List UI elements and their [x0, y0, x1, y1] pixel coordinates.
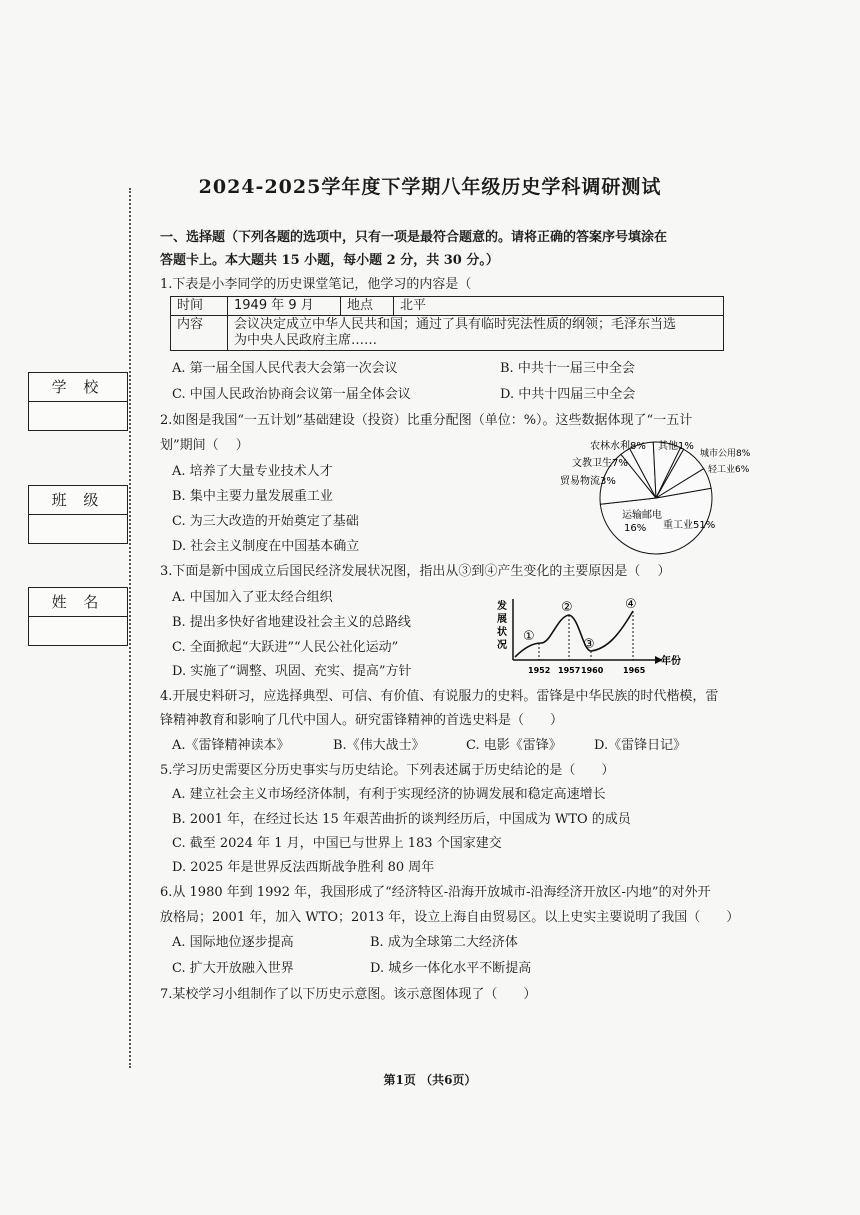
q1-option-a[interactable]: A. 第一届全国人民代表大会第一次会议 [172, 361, 398, 376]
q6-option-a[interactable]: A. 国际地位逐步提高 [172, 935, 294, 950]
school-box [28, 372, 128, 431]
q6-stem-line1: 6.从 1980 年到 1992 年，我国形成了“经济特区-沿海开放城市-沿海经济开放区-内地”的对外开 [160, 885, 711, 900]
pie-label-city: 城市公用8% [700, 449, 751, 459]
q6-option-b[interactable]: B. 成为全球第二大经济体 [370, 935, 518, 950]
q4-option-b[interactable]: B.《伟大战士》 [333, 738, 425, 753]
q3-option-c[interactable]: C. 全面掀起“大跃进”“人民公社化运动” [172, 640, 399, 655]
q4-option-c[interactable]: C. 电影《雷锋》 [466, 738, 562, 753]
graph-year-1960: 1960 [581, 666, 604, 675]
class-field[interactable] [29, 515, 127, 543]
q3-option-b[interactable]: B. 提出多快好省地建设社会主义的总路线 [172, 615, 411, 630]
graph-xlabel: 年份 [661, 656, 681, 667]
q4-stem-line1: 4.开展史料研习，应选择典型、可信、有价值、有说服力的史料。雷锋是中华民族的时代楷模，雷 [160, 689, 719, 704]
q5-stem: 5.学习历史需要区分历史事实与历史结论。下列表述属于历史结论的是（ ） [160, 763, 615, 778]
content-line2: 为中央人民政府主席…… [234, 333, 378, 348]
economy-development-graph [495, 595, 685, 685]
graph-ylabel-1: 发 [497, 601, 507, 612]
page-footer: 第1页 （共6页） [383, 1073, 477, 1087]
class-label: 班 级 [29, 486, 127, 515]
section-heading-line1: 一、选择题（下列各题的选项中，只有一项是最符合题意的。请将正确的答案序号填涂在 [160, 230, 668, 245]
graph-year-1957: 1957 [558, 666, 581, 675]
graph-ylabel-2: 展 [497, 614, 507, 625]
pie-label-agri: 农林水利8% [590, 441, 646, 452]
content-label: 内容 [171, 316, 228, 351]
investment-pie-chart [550, 428, 770, 558]
q6-option-d[interactable]: D. 城乡一体化水平不断提高 [370, 961, 532, 976]
pie-label-transport-line2: 16% [624, 523, 647, 534]
name-box [28, 587, 128, 646]
q4-stem-line2: 锋精神教育和影响了几代中国人。研究雷锋精神的首选史料是（ ） [160, 713, 564, 728]
content-line1: 会议决定成立中华人民共和国；通过了具有临时宪法性质的纲领；毛泽东当选 [234, 317, 677, 332]
section-heading-line2: 答题卡上。本大题共 15 小题，每小题 2 分，共 30 分。） [160, 253, 499, 268]
q3-option-a[interactable]: A. 中国加入了亚太经合组织 [172, 590, 333, 605]
graph-ylabel-3: 状 [497, 627, 507, 638]
graph-ylabel-4: 况 [497, 640, 507, 651]
q2-option-a[interactable]: A. 培养了大量专业技术人才 [172, 464, 333, 479]
school-field[interactable] [29, 402, 127, 430]
q5-option-b[interactable]: B. 2001 年，在经过长达 15 年艰苦曲折的谈判经历后，中国成为 WTO 的成员 [172, 812, 631, 827]
q4-option-d[interactable]: D.《雷锋日记》 [594, 738, 687, 753]
pie-label-light: 轻工业6% [708, 465, 750, 475]
pie-label-transport-line1: 运输邮电 [622, 510, 662, 521]
q1-option-c[interactable]: C. 中国人民政治协商会议第一届全体会议 [172, 387, 411, 402]
name-label: 姓 名 [29, 588, 127, 617]
q6-option-c[interactable]: C. 扩大开放融入世界 [172, 961, 294, 976]
pie-label-culture: 文教卫生7% [572, 458, 628, 469]
q3-stem: 3.下面是新中国成立后国民经济发展状况图，指出从③到④产生变化的主要原因是（ ） [160, 564, 671, 579]
graph-year-1965: 1965 [623, 666, 646, 675]
class-box [28, 485, 128, 544]
graph-marker-1: ① [523, 629, 535, 644]
time-label: 时间 [171, 297, 228, 316]
pie-label-other: 其他1% [658, 441, 694, 452]
name-field[interactable] [29, 617, 127, 645]
graph-marker-4: ④ [625, 597, 637, 612]
q1-note-table [170, 296, 724, 351]
pie-label-heavy: 重工业51% [663, 520, 716, 531]
q2-option-b[interactable]: B. 集中主要力量发展重工业 [172, 489, 333, 504]
q2-option-d[interactable]: D. 社会主义制度在中国基本确立 [172, 539, 360, 554]
q3-option-d[interactable]: D. 实施了“调整、巩固、充实、提高”方针 [172, 664, 412, 679]
time-value: 1949 年 9 月 [228, 297, 341, 316]
q5-option-c[interactable]: C. 截至 2024 年 1 月，中国已与世界上 183 个国家建交 [172, 836, 502, 851]
q4-option-a[interactable]: A.《雷锋精神读本》 [172, 738, 290, 753]
q6-stem-line2: 放格局；2001 年，加入 WTO；2013 年，设立上海自由贸易区。以上史实主要说明了我国（ ） [160, 910, 740, 925]
q1-option-b[interactable]: B. 中共十一届三中全会 [500, 361, 635, 376]
binding-line [129, 188, 131, 1068]
q7-stem: 7.某校学习小组制作了以下历史示意图。该示意图体现了（ ） [160, 987, 537, 1002]
place-label: 地点 [341, 297, 394, 316]
graph-marker-3: ③ [583, 637, 595, 652]
graph-year-1952: 1952 [528, 666, 551, 675]
q5-option-d[interactable]: D. 2025 年是世界反法西斯战争胜利 80 周年 [172, 860, 435, 875]
q2-option-c[interactable]: C. 为三大改造的开始奠定了基础 [172, 514, 359, 529]
q2-stem-line2: 划”期间（ ） [160, 438, 249, 453]
content-value [228, 316, 724, 351]
q5-option-a[interactable]: A. 建立社会主义市场经济体制，有利于实现经济的协调发展和稳定高速增长 [172, 787, 606, 802]
place-value: 北平 [394, 297, 724, 316]
q2-stem-line1: 2.如图是我国“一五计划”基础建设（投资）比重分配图（单位：%）。这些数据体现了“一五计 [160, 413, 693, 428]
pie-label-trade: 贸易物流3% [560, 476, 616, 487]
graph-marker-2: ② [561, 600, 573, 615]
page-title: 2024-2025学年度下学期八年级历史学科调研测试 [198, 176, 662, 198]
q1-stem: 1.下表是小李同学的历史课堂笔记，他学习的内容是（ [160, 277, 472, 292]
school-label: 学 校 [29, 373, 127, 402]
q1-option-d[interactable]: D. 中共十四届三中全会 [500, 387, 636, 402]
